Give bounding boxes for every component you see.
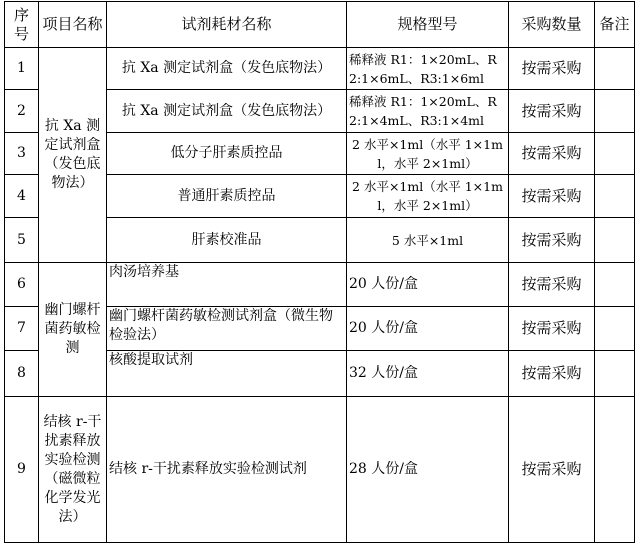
cell-spec: 5 水平×1ml <box>347 218 509 263</box>
cell-qty: 按需采购 <box>509 133 595 175</box>
cell-qty: 按需采购 <box>509 218 595 263</box>
cell-spec: 2 水平×1ml（水平 1×1ml，水平 2×1ml） <box>347 175 509 218</box>
cell-name: 普通肝素质控品 <box>107 175 347 218</box>
cell-spec: 稀释液 R1：1×20mL、R2:1×6mL、R3:1×6ml <box>347 48 509 90</box>
cell-qty: 按需采购 <box>509 397 595 543</box>
cell-qty: 按需采购 <box>509 351 595 397</box>
group-h-pylori: 幽门螺杆菌药敏检测 <box>39 263 107 397</box>
procurement-table <box>4 1 635 543</box>
cell-seq: 2 <box>5 90 39 133</box>
cell-qty: 按需采购 <box>509 307 595 351</box>
header-spec: 规格型号 <box>347 2 509 48</box>
cell-seq: 4 <box>5 175 39 218</box>
header-qty: 采购数量 <box>509 2 595 48</box>
group-tb-ifn: 结核 r-干扰素释放实验检测（磁微粒化学发光法） <box>39 397 107 543</box>
cell-qty: 按需采购 <box>509 263 595 307</box>
header-row <box>5 2 635 48</box>
cell-note <box>595 307 635 351</box>
cell-qty: 按需采购 <box>509 48 595 90</box>
cell-note <box>595 218 635 263</box>
cell-seq: 9 <box>5 397 39 543</box>
cell-note <box>595 175 635 218</box>
cell-spec: 32 人份/盒 <box>347 351 509 397</box>
cell-spec: 稀释液 R1：1×20mL、R2:1×4mL、R3:1×4ml <box>347 90 509 133</box>
cell-seq: 7 <box>5 307 39 351</box>
cell-name: 结核 r-干扰素释放实验检测试剂 <box>107 397 347 543</box>
cell-spec: 20 人份/盒 <box>347 263 509 307</box>
header-reagent: 试剂耗材名称 <box>107 2 347 48</box>
header-note: 备注 <box>595 2 635 48</box>
cell-note <box>595 351 635 397</box>
cell-name: 肝素校准品 <box>107 218 347 263</box>
cell-name: 抗 Xa 测定试剂盒（发色底物法） <box>107 90 347 133</box>
cell-spec: 28 人份/盒 <box>347 397 509 543</box>
cell-note <box>595 90 635 133</box>
cell-seq: 3 <box>5 133 39 175</box>
header-project: 项目名称 <box>39 2 107 48</box>
header-seq: 序号 <box>5 2 39 48</box>
cell-qty: 按需采购 <box>509 175 595 218</box>
cell-seq: 1 <box>5 48 39 90</box>
cell-name: 肉汤培养基 <box>107 263 347 307</box>
cell-qty: 按需采购 <box>509 90 595 133</box>
cell-seq: 5 <box>5 218 39 263</box>
cell-spec: 2 水平×1ml（水平 1×1ml，水平 2×1ml） <box>347 133 509 175</box>
cell-note <box>595 397 635 543</box>
cell-name: 抗 Xa 测定试剂盒（发色底物法） <box>107 48 347 90</box>
table-row <box>5 48 635 90</box>
table-row <box>5 263 635 307</box>
cell-note <box>595 48 635 90</box>
cell-seq: 8 <box>5 351 39 397</box>
cell-name: 核酸提取试剂 <box>107 351 347 397</box>
cell-seq: 6 <box>5 263 39 307</box>
cell-name: 低分子肝素质控品 <box>107 133 347 175</box>
cell-note <box>595 133 635 175</box>
cell-note <box>595 263 635 307</box>
cell-name: 幽门螺杆菌药敏检测试剂盒（微生物检验法） <box>107 307 347 351</box>
table-row <box>5 397 635 543</box>
group-anti-xa: 抗 Xa 测定试剂盒（发色底物法） <box>39 48 107 263</box>
cell-spec: 20 人份/盒 <box>347 307 509 351</box>
